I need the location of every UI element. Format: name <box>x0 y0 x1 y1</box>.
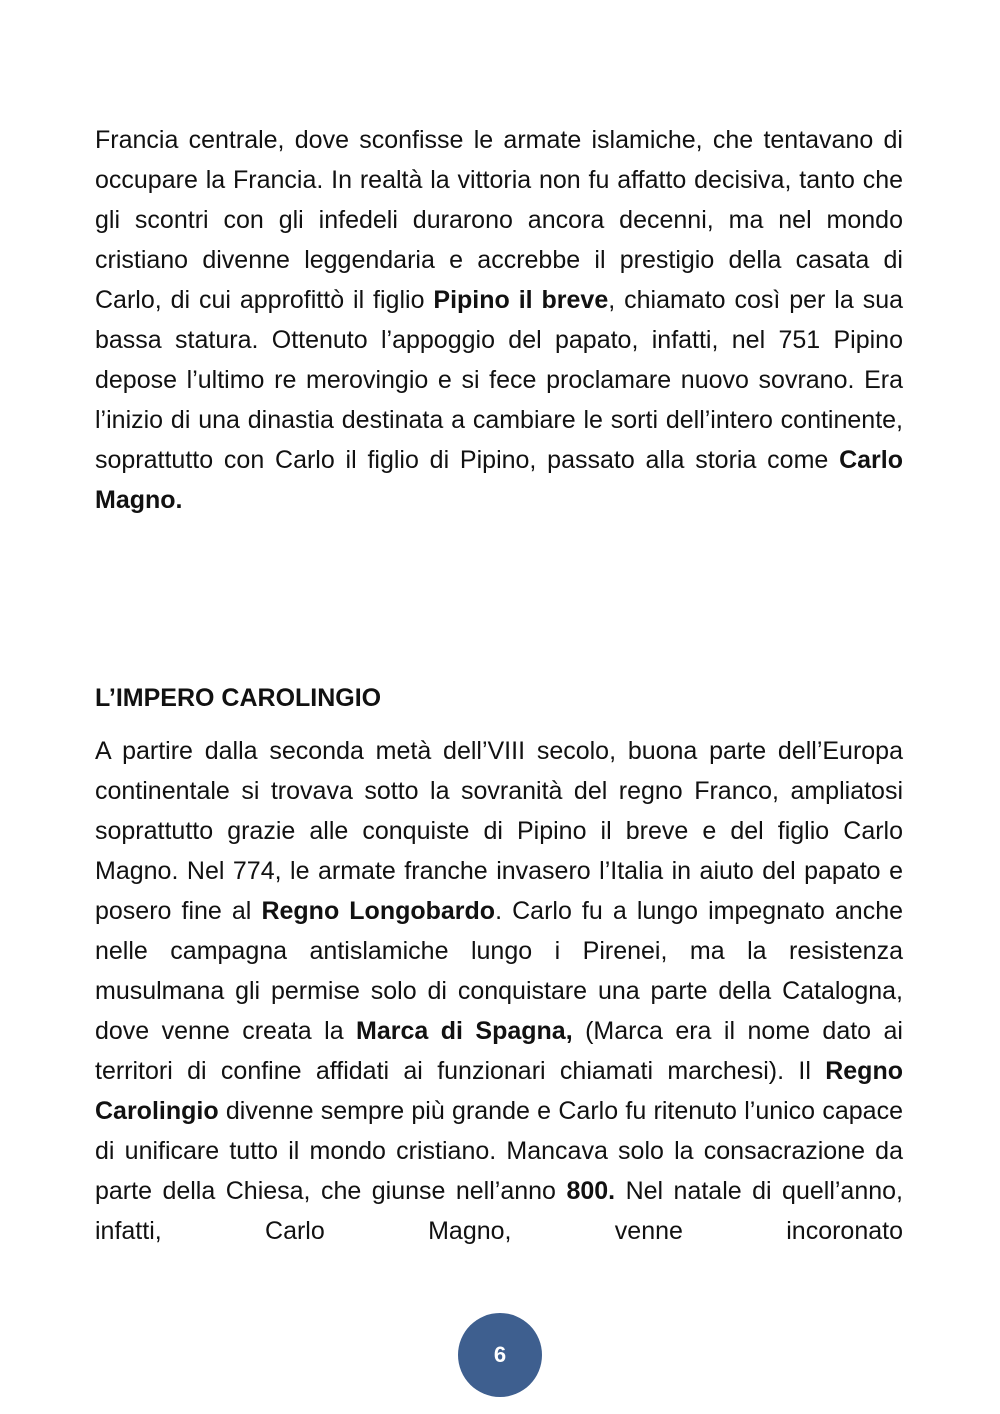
paragraph-text: divenne sempre più grande e Carlo fu ritenuto l’unico capace di unificare tutto il mondo cristiano. Mancava solo la consacrazione da parte della Chiesa, che giunse nell’anno <box>95 1097 903 1205</box>
body-paragraph-2 <box>95 731 903 1251</box>
bold-term-marca-di-spagna: Marca di Spagna, <box>356 1017 573 1045</box>
bold-term-year-800: 800. <box>566 1177 616 1205</box>
paragraph-text: Nel natale di quell’anno, infatti, Carlo Magno, venne incoronato <box>95 1177 903 1245</box>
page-number: 6 <box>493 1342 507 1367</box>
bold-term-carlo-magno: Carlo Magno. <box>95 446 903 514</box>
paragraph-text: (Marca era il nome dato ai territori di confine affidati ai funzionari chiamati marchesi). Il <box>95 1017 903 1085</box>
bold-term-regno-longobardo: Regno Longobardo <box>261 897 496 925</box>
paragraph-text: . Carlo fu a lungo impegnato anche nelle campagna antislamiche lungo i Pirenei, ma la resistenza musulmana gli permise solo di conquistare una parte della Catalogna, dove venne creata la <box>95 897 904 1045</box>
section-heading: L’IMPERO CAROLINGIO <box>95 684 382 712</box>
bold-term-regno-carolingio: Regno Carolingio <box>95 1057 903 1125</box>
paragraph-text: , chiamato così per la sua bassa statura. Ottenuto l’appoggio del papato, infatti, nel 751 Pipino depose l’ultimo re merovingio e si fece proclamare nuovo sovrano. Era l’inizio di una dinastia destinata a cambiare le sorti dell’intero continente, soprattutto con Carlo il figlio di Pipino, passato alla storia come <box>95 286 903 474</box>
body-paragraph-1 <box>95 120 903 520</box>
paragraph-text: A partire dalla seconda metà dell’VIII secolo, buona parte dell’Europa continentale si trovava sotto la sovranità del regno Franco, ampliatosi soprattutto grazie alle conquiste di Pipino il breve e del figlio Carlo Magno. Nel 774, le armate franche invasero l’Italia in aiuto del papato e posero fine al <box>95 737 903 925</box>
paragraph-text: Francia centrale, dove sconfisse le armate islamiche, che tentavano di occupare la Francia. In realtà la vittoria non fu affatto decisiva, tanto che gli scontri con gli infedeli durarono ancora decenni, ma nel mondo cristiano divenne leggendaria e accrebbe il prestigio della casata di Carlo, di cui approfittò il figlio <box>95 126 903 314</box>
bold-term-pipino-il-breve: Pipino il breve <box>433 286 609 314</box>
page-number-badge <box>458 1313 542 1397</box>
